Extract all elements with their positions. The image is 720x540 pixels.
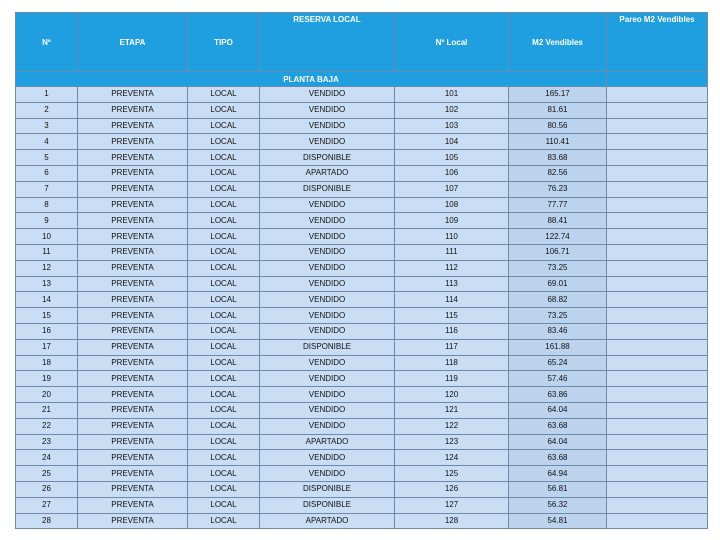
cell-reserva: VENDIDO — [260, 118, 395, 134]
cell-no: 21 — [16, 402, 78, 418]
table-row — [16, 165, 708, 181]
cell-local: 104 — [395, 134, 509, 150]
cell-etapa: PREVENTA — [78, 481, 188, 497]
cell-tipo: LOCAL — [188, 513, 260, 529]
cell-etapa: PREVENTA — [78, 339, 188, 355]
cell-pareo — [607, 87, 708, 103]
cell-tipo: LOCAL — [188, 434, 260, 450]
cell-no: 6 — [16, 165, 78, 181]
cell-tipo: LOCAL — [188, 213, 260, 229]
cell-tipo: LOCAL — [188, 118, 260, 134]
table-row — [16, 150, 708, 166]
cell-tipo: LOCAL — [188, 402, 260, 418]
cell-tipo: LOCAL — [188, 181, 260, 197]
cell-reserva: VENDIDO — [260, 355, 395, 371]
cell-reserva: VENDIDO — [260, 323, 395, 339]
cell-pareo — [607, 213, 708, 229]
cell-local: 118 — [395, 355, 509, 371]
table-row — [16, 450, 708, 466]
cell-reserva: VENDIDO — [260, 87, 395, 103]
cell-etapa: PREVENTA — [78, 276, 188, 292]
cell-tipo: LOCAL — [188, 339, 260, 355]
cell-pareo — [607, 323, 708, 339]
cell-pareo — [607, 181, 708, 197]
table-row — [16, 387, 708, 403]
cell-local: 126 — [395, 481, 509, 497]
table-row — [16, 323, 708, 339]
cell-pareo — [607, 371, 708, 387]
cell-tipo: LOCAL — [188, 244, 260, 260]
cell-etapa: PREVENTA — [78, 197, 188, 213]
cell-etapa: PREVENTA — [78, 513, 188, 529]
cell-reserva: DISPONIBLE — [260, 481, 395, 497]
cell-no: 25 — [16, 466, 78, 482]
cell-no: 17 — [16, 339, 78, 355]
cell-etapa: PREVENTA — [78, 87, 188, 103]
cell-no: 1 — [16, 87, 78, 103]
cell-m2: 82.56 — [509, 165, 607, 181]
cell-m2: 64.04 — [509, 402, 607, 418]
cell-local: 125 — [395, 466, 509, 482]
cell-local: 124 — [395, 450, 509, 466]
cell-pareo — [607, 402, 708, 418]
cell-no: 2 — [16, 102, 78, 118]
cell-pareo — [607, 497, 708, 513]
cell-no: 28 — [16, 513, 78, 529]
cell-m2: 83.68 — [509, 150, 607, 166]
cell-reserva: VENDIDO — [260, 292, 395, 308]
cell-tipo: LOCAL — [188, 323, 260, 339]
cell-m2: 64.94 — [509, 466, 607, 482]
table-row — [16, 87, 708, 103]
cell-m2: 56.32 — [509, 497, 607, 513]
cell-no: 22 — [16, 418, 78, 434]
cell-no: 18 — [16, 355, 78, 371]
cell-etapa: PREVENTA — [78, 308, 188, 324]
cell-m2: 165.17 — [509, 87, 607, 103]
cell-local: 114 — [395, 292, 509, 308]
table-row — [16, 213, 708, 229]
cell-no: 3 — [16, 118, 78, 134]
table-row — [16, 355, 708, 371]
cell-reserva: VENDIDO — [260, 260, 395, 276]
section-row — [16, 72, 708, 87]
cell-no: 24 — [16, 450, 78, 466]
cell-local: 113 — [395, 276, 509, 292]
cell-tipo: LOCAL — [188, 87, 260, 103]
cell-local: 115 — [395, 308, 509, 324]
cell-etapa: PREVENTA — [78, 229, 188, 245]
cell-tipo: LOCAL — [188, 450, 260, 466]
cell-no: 12 — [16, 260, 78, 276]
cell-etapa: PREVENTA — [78, 118, 188, 134]
table-row — [16, 339, 708, 355]
cell-m2: 64.04 — [509, 434, 607, 450]
cell-no: 10 — [16, 229, 78, 245]
table-row — [16, 513, 708, 529]
cell-etapa: PREVENTA — [78, 371, 188, 387]
cell-etapa: PREVENTA — [78, 165, 188, 181]
cell-tipo: LOCAL — [188, 387, 260, 403]
cell-reserva: VENDIDO — [260, 466, 395, 482]
cell-reserva: APARTADO — [260, 434, 395, 450]
cell-pareo — [607, 229, 708, 245]
cell-m2: 54.81 — [509, 513, 607, 529]
cell-tipo: LOCAL — [188, 497, 260, 513]
cell-tipo: LOCAL — [188, 418, 260, 434]
cell-pareo — [607, 513, 708, 529]
cell-m2: 73.25 — [509, 260, 607, 276]
cell-no: 4 — [16, 134, 78, 150]
table-row — [16, 181, 708, 197]
cell-reserva: VENDIDO — [260, 244, 395, 260]
cell-local: 123 — [395, 434, 509, 450]
cell-m2: 68.82 — [509, 292, 607, 308]
cell-pareo — [607, 481, 708, 497]
cell-etapa: PREVENTA — [78, 102, 188, 118]
cell-reserva: VENDIDO — [260, 197, 395, 213]
cell-no: 11 — [16, 244, 78, 260]
header-pareo-m2: Pareo M2 Vendibles — [607, 13, 708, 72]
cell-tipo: LOCAL — [188, 466, 260, 482]
cell-etapa: PREVENTA — [78, 213, 188, 229]
cell-reserva: VENDIDO — [260, 418, 395, 434]
cell-m2: 161.88 — [509, 339, 607, 355]
cell-m2: 69.01 — [509, 276, 607, 292]
cell-etapa: PREVENTA — [78, 244, 188, 260]
cell-local: 110 — [395, 229, 509, 245]
cell-reserva: VENDIDO — [260, 102, 395, 118]
cell-tipo: LOCAL — [188, 308, 260, 324]
cell-pareo — [607, 355, 708, 371]
cell-reserva: VENDIDO — [260, 387, 395, 403]
table-row — [16, 371, 708, 387]
table-row — [16, 434, 708, 450]
cell-no: 13 — [16, 276, 78, 292]
cell-no: 7 — [16, 181, 78, 197]
header-etapa: ETAPA — [78, 13, 188, 72]
cell-etapa: PREVENTA — [78, 181, 188, 197]
cell-pareo — [607, 260, 708, 276]
cell-tipo: LOCAL — [188, 260, 260, 276]
cell-reserva: VENDIDO — [260, 134, 395, 150]
cell-tipo: LOCAL — [188, 481, 260, 497]
cell-pareo — [607, 450, 708, 466]
cell-no: 26 — [16, 481, 78, 497]
table-row — [16, 481, 708, 497]
cell-local: 117 — [395, 339, 509, 355]
header-reserva-local: RESERVA LOCAL — [260, 13, 395, 72]
cell-local: 108 — [395, 197, 509, 213]
cell-local: 106 — [395, 165, 509, 181]
cell-no: 20 — [16, 387, 78, 403]
cell-tipo: LOCAL — [188, 134, 260, 150]
cell-reserva: VENDIDO — [260, 450, 395, 466]
cell-reserva: VENDIDO — [260, 308, 395, 324]
cell-local: 105 — [395, 150, 509, 166]
cell-local: 121 — [395, 402, 509, 418]
cell-reserva: DISPONIBLE — [260, 150, 395, 166]
cell-pareo — [607, 339, 708, 355]
table-row — [16, 229, 708, 245]
cell-local: 107 — [395, 181, 509, 197]
cell-no: 27 — [16, 497, 78, 513]
cell-reserva: DISPONIBLE — [260, 181, 395, 197]
header-no: Nº — [16, 13, 78, 72]
cell-m2: 57.46 — [509, 371, 607, 387]
cell-reserva: VENDIDO — [260, 402, 395, 418]
table-row — [16, 244, 708, 260]
cell-local: 111 — [395, 244, 509, 260]
cell-tipo: LOCAL — [188, 276, 260, 292]
cell-pareo — [607, 276, 708, 292]
header-numero-local: Nº Local — [395, 13, 509, 72]
cell-reserva: VENDIDO — [260, 276, 395, 292]
table-row — [16, 418, 708, 434]
section-spacer — [607, 72, 708, 87]
cell-m2: 122.74 — [509, 229, 607, 245]
cell-etapa: PREVENTA — [78, 387, 188, 403]
cell-pareo — [607, 118, 708, 134]
cell-no: 9 — [16, 213, 78, 229]
cell-local: 120 — [395, 387, 509, 403]
cell-reserva: DISPONIBLE — [260, 497, 395, 513]
cell-etapa: PREVENTA — [78, 150, 188, 166]
table-row — [16, 292, 708, 308]
cell-reserva: APARTADO — [260, 165, 395, 181]
cell-etapa: PREVENTA — [78, 292, 188, 308]
cell-m2: 106.71 — [509, 244, 607, 260]
cell-pareo — [607, 165, 708, 181]
cell-tipo: LOCAL — [188, 292, 260, 308]
cell-reserva: DISPONIBLE — [260, 339, 395, 355]
cell-no: 5 — [16, 150, 78, 166]
table-row — [16, 308, 708, 324]
section-label: PLANTA BAJA — [16, 72, 607, 87]
table-row — [16, 102, 708, 118]
cell-reserva: VENDIDO — [260, 213, 395, 229]
cell-m2: 83.46 — [509, 323, 607, 339]
cell-etapa: PREVENTA — [78, 466, 188, 482]
cell-no: 14 — [16, 292, 78, 308]
cell-m2: 63.68 — [509, 450, 607, 466]
cell-tipo: LOCAL — [188, 229, 260, 245]
cell-tipo: LOCAL — [188, 371, 260, 387]
cell-etapa: PREVENTA — [78, 323, 188, 339]
table-row — [16, 118, 708, 134]
table-row — [16, 134, 708, 150]
table-row — [16, 276, 708, 292]
cell-local: 103 — [395, 118, 509, 134]
table-row — [16, 197, 708, 213]
cell-etapa: PREVENTA — [78, 434, 188, 450]
cell-no: 23 — [16, 434, 78, 450]
cell-m2: 110.41 — [509, 134, 607, 150]
table-row — [16, 466, 708, 482]
cell-reserva: APARTADO — [260, 513, 395, 529]
cell-m2: 56.81 — [509, 481, 607, 497]
cell-local: 101 — [395, 87, 509, 103]
cell-m2: 65.24 — [509, 355, 607, 371]
cell-pareo — [607, 466, 708, 482]
table-row — [16, 260, 708, 276]
cell-tipo: LOCAL — [188, 102, 260, 118]
cell-etapa: PREVENTA — [78, 260, 188, 276]
cell-pareo — [607, 150, 708, 166]
cell-m2: 73.25 — [509, 308, 607, 324]
cell-pareo — [607, 434, 708, 450]
cell-m2: 80.56 — [509, 118, 607, 134]
cell-local: 116 — [395, 323, 509, 339]
cell-no: 19 — [16, 371, 78, 387]
cell-pareo — [607, 244, 708, 260]
cell-local: 102 — [395, 102, 509, 118]
cell-local: 109 — [395, 213, 509, 229]
cell-pareo — [607, 418, 708, 434]
cell-reserva: VENDIDO — [260, 229, 395, 245]
cell-m2: 88.41 — [509, 213, 607, 229]
cell-etapa: PREVENTA — [78, 355, 188, 371]
header-row — [16, 13, 708, 72]
cell-m2: 76.23 — [509, 181, 607, 197]
cell-m2: 63.86 — [509, 387, 607, 403]
cell-m2: 77.77 — [509, 197, 607, 213]
header-m2-vendibles: M2 Vendibles — [509, 13, 607, 72]
cell-reserva: VENDIDO — [260, 371, 395, 387]
cell-pareo — [607, 387, 708, 403]
cell-local: 128 — [395, 513, 509, 529]
cell-no: 15 — [16, 308, 78, 324]
cell-no: 8 — [16, 197, 78, 213]
cell-etapa: PREVENTA — [78, 418, 188, 434]
cell-local: 122 — [395, 418, 509, 434]
cell-local: 119 — [395, 371, 509, 387]
cell-tipo: LOCAL — [188, 165, 260, 181]
cell-pareo — [607, 292, 708, 308]
header-tipo: TIPO — [188, 13, 260, 72]
cell-no: 16 — [16, 323, 78, 339]
cell-m2: 81.61 — [509, 102, 607, 118]
cell-local: 112 — [395, 260, 509, 276]
table-row — [16, 497, 708, 513]
cell-pareo — [607, 102, 708, 118]
cell-etapa: PREVENTA — [78, 402, 188, 418]
cell-pareo — [607, 134, 708, 150]
cell-etapa: PREVENTA — [78, 134, 188, 150]
cell-etapa: PREVENTA — [78, 497, 188, 513]
cell-tipo: LOCAL — [188, 197, 260, 213]
cell-tipo: LOCAL — [188, 150, 260, 166]
cell-local: 127 — [395, 497, 509, 513]
cell-etapa: PREVENTA — [78, 450, 188, 466]
cell-pareo — [607, 308, 708, 324]
cell-tipo: LOCAL — [188, 355, 260, 371]
table-row — [16, 402, 708, 418]
cell-pareo — [607, 197, 708, 213]
cell-m2: 63.68 — [509, 418, 607, 434]
units-table — [15, 12, 708, 529]
